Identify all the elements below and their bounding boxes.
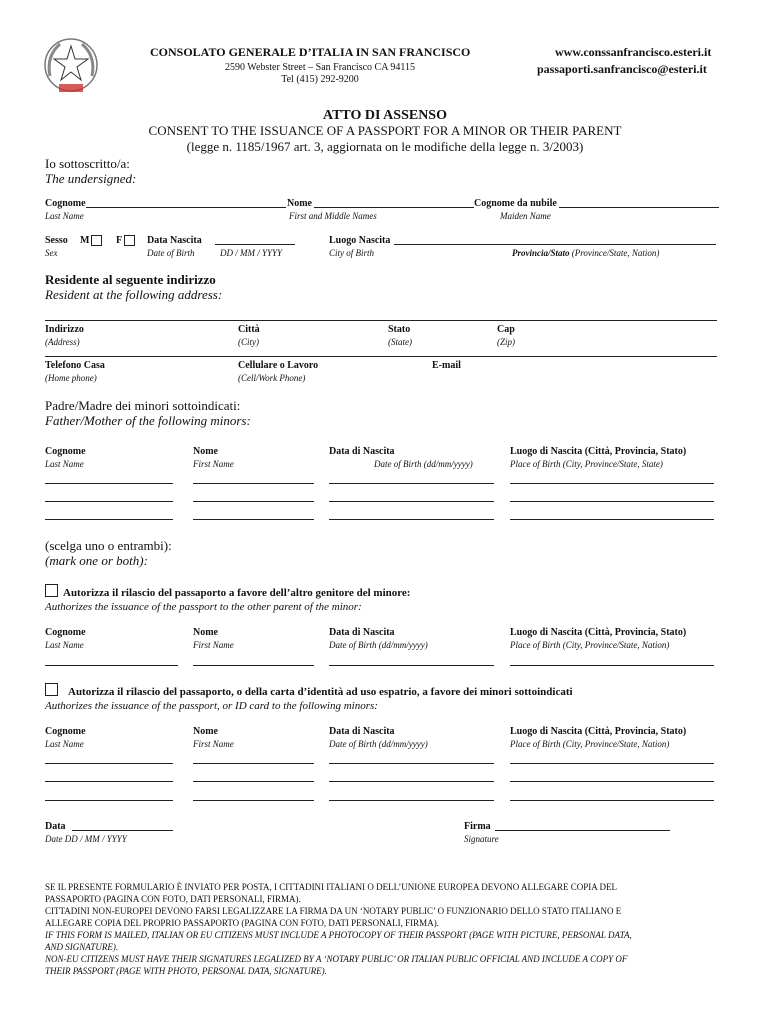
option1-col-luogo: Luogo di Nascita (Città, Provincia, Stato) <box>510 627 687 638</box>
birthplace-field[interactable] <box>394 244 716 245</box>
cognome-nubile-field[interactable] <box>559 207 719 208</box>
option2-col-nome: Nome <box>193 726 218 737</box>
city-of-birth-label: City of Birth <box>329 248 374 258</box>
minors-col-nome: Nome <box>193 446 218 457</box>
minors-heading: Padre/Madre dei minori sottoindicati: <box>45 398 241 413</box>
option1-col-nome: Nome <box>193 627 218 638</box>
province-nation-label: (Province/State, Nation) <box>571 248 660 258</box>
option2-col-cognome: Cognome <box>45 726 86 737</box>
cell-phone-label-en: (Cell/Work Phone) <box>238 373 306 383</box>
luogo-nascita-label: Luogo Nascita <box>329 235 391 246</box>
dob-label-en: Date of Birth <box>147 248 195 258</box>
option2-col-cognome-en: Last Name <box>45 739 84 749</box>
telefono-label: Telefono Casa <box>45 360 105 371</box>
footer-english-2b: THEIR PASSPORT (PAGE WITH PHOTO, PERSONAL DATA, SIGNATURE). <box>45 966 327 976</box>
sex-label-en: Sex <box>45 248 58 258</box>
form-title: ATTO DI ASSENSO <box>323 108 447 123</box>
footer-english-1: IF THIS FORM IS MAILED, ITALIAN OR EU CITIZENS MUST INCLUDE A PHOTOCOPY OF THEIR PASSPORT (PAGE WITH PICTURE, PERSONAL DATA, <box>45 930 632 940</box>
home-phone-label-en: (Home phone) <box>45 373 97 383</box>
data-nascita-label: Data Nascita <box>147 235 202 246</box>
option1-col-nome-en: First Name <box>193 640 234 650</box>
footer-italian-1: SE IL PRESENTE FORMULARIO È INVIATO PER POSTA, I CITTADINI ITALIANI O DELL’UNIONE EUROPEA DEVONO ALLEGARE COPIA DEL <box>45 882 617 892</box>
sex-f-option[interactable] <box>116 235 135 246</box>
sex-f-checkbox[interactable] <box>124 235 135 246</box>
cognome-nubile-label: Cognome da nubile <box>474 198 557 209</box>
phone-field[interactable] <box>45 356 717 357</box>
choice-label: (scelga uno o entrambi): <box>45 538 172 553</box>
footer-english-1b: AND SIGNATURE). <box>45 942 119 952</box>
date-label: Data <box>45 821 66 832</box>
first-names-label: First and Middle Names <box>289 211 377 221</box>
residence-heading: Residente al seguente indirizzo <box>45 272 216 287</box>
option1-col-cognome: Cognome <box>45 627 86 638</box>
option2-col-data: Data di Nascita <box>329 726 395 737</box>
nome-field[interactable] <box>314 207 474 208</box>
law-reference: (legge n. 1185/1967 art. 3, aggiornata on le modifiche della legge n. 3/2003) <box>186 139 584 154</box>
option2-checkbox[interactable] <box>45 683 58 696</box>
citta-label: Città <box>238 324 260 335</box>
sex-m-option[interactable] <box>80 235 102 246</box>
minors-col-luogo-en: Place of Birth (City, Province/State, State) <box>510 459 663 469</box>
minors-col-luogo: Luogo di Nascita (Città, Provincia, Stato) <box>510 446 687 457</box>
undersigned-label: Io sottoscritto/a: <box>45 156 130 171</box>
option1-label-en: Authorizes the issuance of the passport to the other parent of the minor: <box>45 601 362 613</box>
option2-col-luogo-en: Place of Birth (City, Province/State, Nation) <box>510 739 670 749</box>
minors-col-data-en: Date of Birth (dd/mm/yyyy) <box>374 459 473 469</box>
zip-label-en: (Zip) <box>497 337 515 347</box>
cellulare-label: Cellulare o Lavoro <box>238 360 319 371</box>
option2-label: Autorizza il rilascio del passaporto, o della carta d’identità ad uso espatrio, a favore dei minori sottoindicati <box>68 686 573 698</box>
consulate-email: passaporti.sanfrancisco@esteri.it <box>537 62 707 76</box>
provincia-label: Provincia/Stato <box>512 248 570 258</box>
firma-label: Firma <box>464 821 491 832</box>
city-label-en: (City) <box>238 337 259 347</box>
cognome-field[interactable] <box>86 207 286 208</box>
residence-heading-en: Resident at the following address: <box>45 287 223 302</box>
footer-italian-2b: ALLEGARE COPIA DEL PROPRIO PASSAPORTO (PAGINA CON FOTO, DATI PERSONALI, FIRMA). <box>45 918 439 928</box>
option2-col-nome-en: First Name <box>193 739 234 749</box>
date-format-label: Date DD / MM / YYYY <box>45 834 127 844</box>
minors-col-nome-en: First Name <box>193 459 234 469</box>
option2-col-data-en: Date of Birth (dd/mm/yyyy) <box>329 739 428 749</box>
address-label-en: (Address) <box>45 337 80 347</box>
dob-field[interactable] <box>215 244 295 245</box>
sex-m-label: M <box>80 235 90 246</box>
cognome-label: Cognome <box>45 198 86 209</box>
option1-col-cognome-en: Last Name <box>45 640 84 650</box>
maiden-name-label: Maiden Name <box>500 211 551 221</box>
footer-italian-2: CITTADINI NON-EUROPEI DEVONO FARSI LEGALIZZARE LA FIRMA DA UN ‘NOTARY PUBLIC’ O FUNZIONARIO DELLO STATO ITALIANO E <box>45 906 622 916</box>
minors-col-cognome: Cognome <box>45 446 86 457</box>
cap-label: Cap <box>497 324 515 335</box>
italian-republic-emblem <box>40 36 102 98</box>
dob-format: DD / MM / YYYY <box>220 248 283 258</box>
option1-checkbox[interactable] <box>45 584 58 597</box>
sex-f-label: F <box>116 235 123 246</box>
stato-label: Stato <box>388 324 411 335</box>
address-field[interactable] <box>45 320 717 321</box>
consulate-phone: Tel (415) 292-9200 <box>281 74 359 85</box>
minors-heading-en: Father/Mother of the following minors: <box>45 413 251 428</box>
choice-label-en: (mark one or both): <box>45 553 148 568</box>
undersigned-label-en: The undersigned: <box>45 171 137 186</box>
province-label <box>512 248 659 258</box>
option1-col-data-en: Date of Birth (dd/mm/yyyy) <box>329 640 428 650</box>
option2-col-luogo: Luogo di Nascita (Città, Provincia, Stato) <box>510 726 687 737</box>
footer-english-2: NON-EU CITIZENS MUST HAVE THEIR SIGNATURES LEGALIZED BY A ‘NOTARY PUBLIC’ OR ITALIAN PUBLIC OFFICIAL AND INCLUDE A COPY OF <box>45 954 628 964</box>
date-field[interactable] <box>72 830 173 831</box>
option1-col-data: Data di Nascita <box>329 627 395 638</box>
consulate-address: 2590 Webster Street – San Francisco CA 94115 <box>224 62 415 73</box>
sex-m-checkbox[interactable] <box>91 235 102 246</box>
form-subtitle: CONSENT TO THE ISSUANCE OF A PASSPORT FOR A MINOR OR THEIR PARENT <box>148 123 622 138</box>
nome-label: Nome <box>287 198 312 209</box>
signature-field[interactable] <box>495 830 670 831</box>
consulate-website: www.conssanfrancisco.esteri.it <box>555 45 712 59</box>
state-label-en: (State) <box>388 337 412 347</box>
option1-col-luogo-en: Place of Birth (City, Province/State, Nation) <box>510 640 670 650</box>
indirizzo-label: Indirizzo <box>45 324 84 335</box>
option2-label-en: Authorizes the issuance of the passport, or ID card to the following minors: <box>45 700 378 712</box>
last-name-label: Last Name <box>45 211 84 221</box>
footer-italian-1b: PASSAPORTO (PAGINA CON FOTO, DATI PERSONALI, FIRMA). <box>45 894 301 904</box>
minors-col-data: Data di Nascita <box>329 446 395 457</box>
minors-col-cognome-en: Last Name <box>45 459 84 469</box>
option1-label: Autorizza il rilascio del passaporto a favore dell’altro genitore del minore: <box>63 587 411 599</box>
consulate-name: CONSOLATO GENERALE D’ITALIA IN SAN FRANCISCO <box>150 45 471 59</box>
sesso-label: Sesso <box>45 235 68 246</box>
signature-label-en: Signature <box>464 834 499 844</box>
email-label: E-mail <box>432 360 461 371</box>
